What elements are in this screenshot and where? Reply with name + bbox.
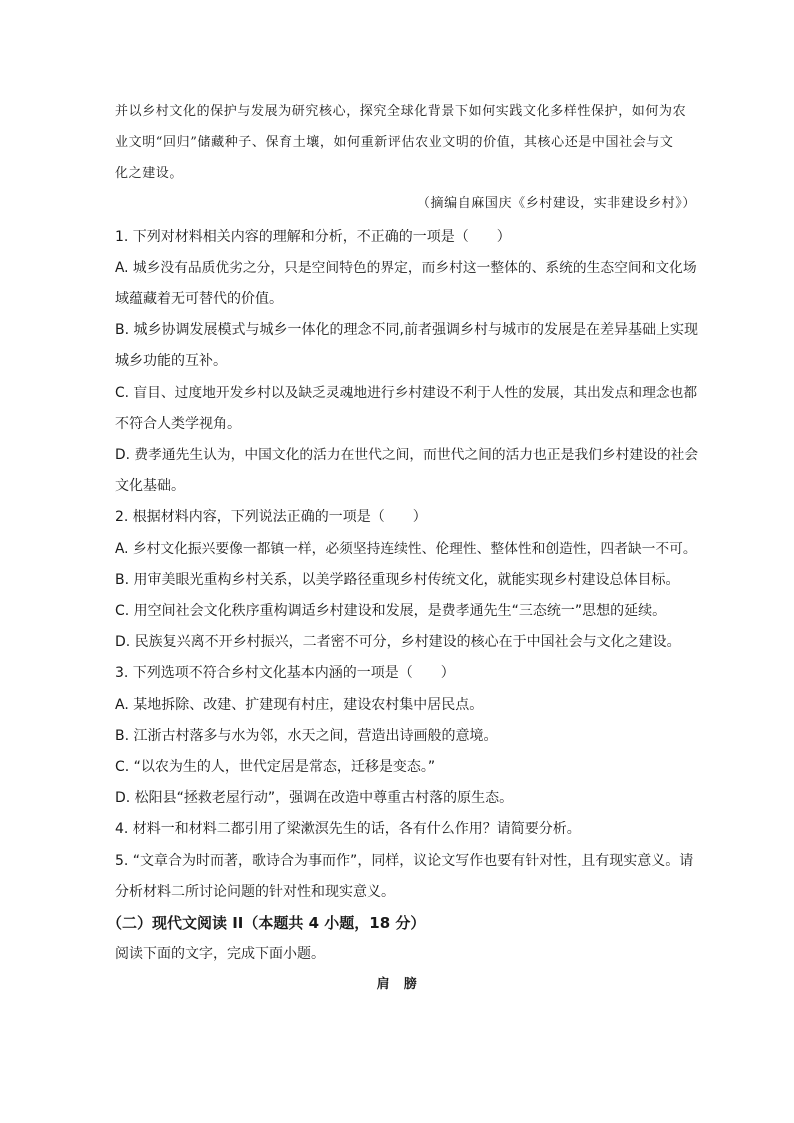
q3-option-a: A. 某地拆除、改建、扩建现有村庄，建设农村集中居民点。 [115, 697, 484, 713]
passage-line-3: 化之建设。 [115, 166, 184, 181]
q2-option-a: A. 乡村文化振兴要像一都镇一样，必须坚持连续性、伦理性、整体性和创造性，四者缺一不可。 [115, 541, 697, 557]
q1-option-c-line-1: C. 盲目、过度地开发乡村以及缺乏灵魂地进行乡村建设不利于人性的发展，其出发点和理念也都 [115, 385, 698, 401]
q1-option-c-line-2: 不符合人类学视角。 [115, 416, 241, 432]
question-5-line-1: 5. “文章合为时而著，歌诗合为事而作”，同样，议论文写作也要有针对性，且有现实意义。请 [115, 853, 694, 869]
q3-option-c: C. “以农为生的人，世代定居是常态，迁移是变态。” [115, 759, 436, 775]
passage-line-2: 业文明“回归”储藏种子、保育土壤，如何重新评估农业文明的价值，其核心还是中国社会与文 [115, 135, 674, 150]
reading-instruction: 阅读下面的文字，完成下面小题。 [115, 946, 325, 962]
q1-option-b-line-2: 城乡功能的互补。 [115, 353, 227, 369]
q1-option-d-line-2: 文化基础。 [115, 478, 185, 494]
q1-option-d-line-1: D. 费孝通先生认为，中国文化的活力在世代之间，而世代之间的活力也正是我们乡村建设的社会 [115, 447, 699, 463]
story-title: 肩 膀 [376, 977, 418, 992]
q3-option-d: D. 松阳县“拯救老屋行动”，强调在改造中尊重古村落的原生态。 [115, 790, 514, 806]
question-3-stem: 3. 下列选项不符合乡村文化基本内涵的一项是（ ） [115, 665, 455, 681]
question-4: 4. 材料一和材料二都引用了梁漱溟先生的话，各有什么作用？请简要分析。 [115, 821, 581, 837]
question-5-line-2: 分析材料二所讨论问题的针对性和现实意义。 [115, 884, 395, 900]
question-2-stem: 2. 根据材料内容，下列说法正确的一项是（ ） [115, 509, 427, 525]
q2-option-c: C. 用空间社会文化秩序重构调适乡村建设和发展，是费孝通先生“三态统一”思想的延续。 [115, 603, 667, 619]
q2-option-d: D. 民族复兴离不开乡村振兴，二者密不可分，乡村建设的核心在于中国社会与文化之建设。 [115, 634, 681, 650]
passage-line-1: 并以乡村文化的保护与发展为研究核心，探究全球化背景下如何实践文化多样性保护，如何为农 [115, 104, 687, 119]
section-heading: （二）现代文阅读 II（本题共 4 小题，18 分） [107, 914, 426, 932]
q2-option-b: B. 用审美眼光重构乡村关系，以美学路径重现乡村传统文化，就能实现乡村建设总体目标。 [115, 572, 680, 588]
q3-option-b: B. 江浙古村落多与水为邻，水天之间，营造出诗画般的意境。 [115, 728, 498, 744]
source-citation: （摘编自麻国庆《乡村建设，实非建设乡村》） [416, 196, 696, 211]
q1-option-a-line-2: 域蕴藏着无可替代的价值。 [115, 291, 283, 307]
q1-option-b-line-1: B. 城乡协调发展模式与城乡一体化的理念不同,前者强调乡村与城市的发展是在差异基础上实现 [115, 322, 698, 338]
question-1-stem: 1. 下列对材料相关内容的理解和分析，不正确的一项是（ ） [115, 229, 511, 245]
q1-option-a-line-1: A. 城乡没有品质优劣之分，只是空间特色的界定，而乡村这一整体的、系统的生态空间和文化场 [115, 260, 697, 276]
